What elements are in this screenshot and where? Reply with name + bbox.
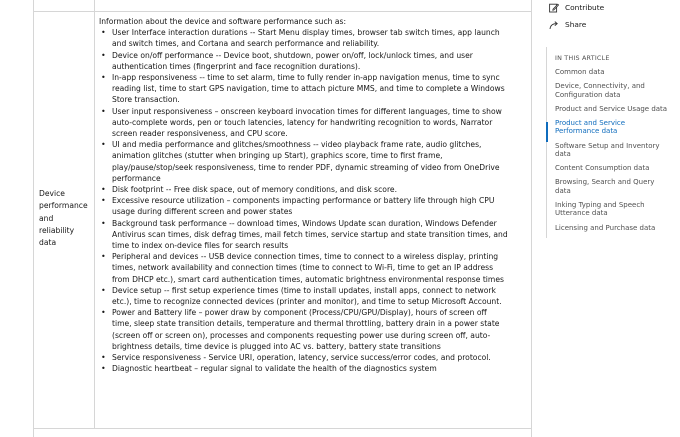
- row-label-line: data: [39, 238, 57, 248]
- row-border-bottom: [34, 428, 531, 429]
- row-border-top: [34, 11, 531, 12]
- list-item-line: times, network availability and connection times (time to connect to Wi-Fi, time to get an IP address: [112, 263, 494, 273]
- list-item: [112, 27, 529, 49]
- share-link[interactable]: [548, 19, 676, 30]
- row-label-cell: [39, 188, 93, 249]
- list-item-line: • Device on/off performance -- Device boot, shutdown, power on/off, lock/unlock times, and user: [112, 50, 473, 60]
- list-item: [112, 139, 529, 184]
- list-item-line: animation glitches (stutter when bringing up Start), graphics score, time to first frame,: [112, 151, 443, 161]
- list-item-line: screen reader responsiveness, and CPU score.: [112, 129, 288, 139]
- toc-link-line: Content Consumption data: [555, 164, 650, 173]
- list-item-line: • Excessive resource utilization – components impacting performance or battery life through high CPU: [112, 196, 495, 206]
- toc-link[interactable]: [555, 142, 676, 159]
- list-item: [112, 251, 529, 285]
- performance-list: [112, 27, 529, 374]
- toc-link[interactable]: [555, 224, 676, 232]
- list-item-line: • Background task performance -- download times, Windows Update scan duration, Windows Defender: [112, 218, 497, 228]
- list-item: [112, 218, 529, 252]
- list-item-line: • Disk footprint -- Free disk space, out of memory conditions, and disk score.: [112, 185, 397, 195]
- toc-link[interactable]: [555, 178, 676, 195]
- table-of-contents: [546, 47, 676, 238]
- description-intro: Information about the device and software performance such as:: [99, 17, 347, 26]
- toc-heading: IN THIS ARTICLE: [555, 54, 610, 62]
- toc-link-line: Browsing, Search and Query: [555, 178, 655, 187]
- toc-link-line: Performance data: [555, 127, 618, 136]
- row-label-line: reliability: [39, 225, 75, 235]
- row-label-line: performance: [39, 201, 88, 211]
- list-item-line: • Service responsiveness - Service URI, operation, latency, service success/error codes, and protocol.: [112, 353, 491, 363]
- toc-active-indicator: [546, 122, 548, 142]
- toc-link[interactable]: [555, 119, 676, 136]
- list-item: [112, 72, 529, 106]
- toc-link-line: data: [555, 186, 571, 195]
- contribute-label: Contribute: [565, 3, 605, 12]
- toc-link[interactable]: [555, 105, 676, 113]
- share-icon: [548, 19, 559, 30]
- list-item-line: • In-app responsiveness -- time to set alarm, time to fully render in-app navigation menus, time to sync: [112, 73, 500, 83]
- list-item-line: • Device setup -- first setup experience times (time to install updates, install apps, connect to network: [112, 285, 496, 295]
- list-item-line: • Power and Battery life – power draw by component (Process/CPU/GPU/Display), hours of screen off: [112, 308, 487, 318]
- list-item: [112, 195, 529, 217]
- list-item: [112, 363, 529, 374]
- edit-icon: [548, 2, 559, 13]
- list-item-line: • UI and media performance and glitches/smoothness -- video playback frame rate, audio glitches,: [112, 140, 482, 150]
- list-item-line: Store transaction.: [112, 95, 180, 105]
- list-item-line: auto-complete words, pen or touch latencies, latency for handwriting recognition to words, Narrator: [112, 117, 493, 127]
- list-item-line: Antivirus scan times, disk defrag times, mail fetch times, service startup and state transition times, and: [112, 229, 508, 239]
- list-item-line: • Peripheral and devices -- USB device connection times, time to connect to a wireless display, printing: [112, 252, 499, 262]
- list-item-line: from DHCP etc.), smart card authentication times, automatic brightness environmental response times: [112, 274, 504, 284]
- toc-link-line: Device, Connectivity, and: [555, 82, 645, 91]
- toc-link[interactable]: [555, 164, 676, 172]
- list-item-line: and switch times, and Cortana and search performance and reliability.: [112, 39, 380, 49]
- toc-link[interactable]: [555, 201, 676, 218]
- row-label-line: Device: [39, 189, 65, 198]
- list-item-line: brightness details, time device is plugged into AC vs. battery, battery state transitions: [112, 341, 441, 351]
- list-item-line: time to index on-device files for search results: [112, 241, 289, 251]
- toc-link[interactable]: [555, 68, 676, 76]
- toc-link-line: Utterance data: [555, 209, 608, 218]
- list-item-line: etc.), time to recognize connected devices (printer and monitor), and time to setup Microsoft Account.: [112, 297, 502, 307]
- list-item-line: • User Interface interaction durations -- Start Menu display times, browser tab switch times, app launch: [112, 28, 500, 38]
- toc-list: [555, 68, 676, 232]
- toc-link-line: Licensing and Purchase data: [555, 223, 656, 232]
- row-description-cell: [99, 16, 529, 375]
- list-item: [112, 285, 529, 307]
- list-item-line: authentication times (fingerprint and face recognition durations).: [112, 61, 361, 71]
- column-divider: [94, 0, 95, 429]
- list-item-line: (screen off or screen on), processes and components requesting power use during screen off, auto-: [112, 330, 491, 340]
- toc-link[interactable]: [555, 82, 676, 99]
- toc-link-line: Common data: [555, 68, 605, 76]
- list-item-line: usage during different screen and power states: [112, 207, 293, 217]
- toc-link-line: Product and Service: [555, 119, 626, 128]
- list-item-line: • User input responsiveness – onscreen keyboard invocation times for different languages, time to show: [112, 106, 502, 116]
- toc-link-line: Configuration data: [555, 90, 621, 99]
- list-item-line: time, sleep state transition details, temperature and thermal throttling, battery drain in a power state: [112, 319, 500, 329]
- list-item-line: reading list, time to start GPS navigation, time to attach picture MMS, and time to complete a Windows: [112, 84, 505, 94]
- list-item-line: play/pause/stop/seek responsiveness, time to render PDF, dynamic streaming of video from OneDrive: [112, 162, 500, 172]
- toc-link-line: Product and Service Usage data: [555, 104, 668, 113]
- list-item: [112, 184, 529, 195]
- list-item-line: • Diagnostic heartbeat – regular signal to validate the health of the diagnostics system: [112, 364, 437, 374]
- list-item-line: performance: [112, 173, 161, 183]
- toc-link-line: Software Setup and Inventory: [555, 141, 660, 150]
- list-item: [112, 307, 529, 352]
- list-item: [112, 352, 529, 363]
- contribute-link[interactable]: [548, 2, 676, 13]
- list-item: [112, 106, 529, 140]
- toc-link-line: data: [555, 150, 571, 159]
- list-item: [112, 50, 529, 72]
- row-label-line: and: [39, 213, 54, 223]
- toc-link-line: Inking Typing and Speech: [555, 201, 645, 210]
- right-sidebar: [546, 0, 676, 232]
- data-table: [33, 0, 532, 437]
- share-label: Share: [565, 20, 587, 29]
